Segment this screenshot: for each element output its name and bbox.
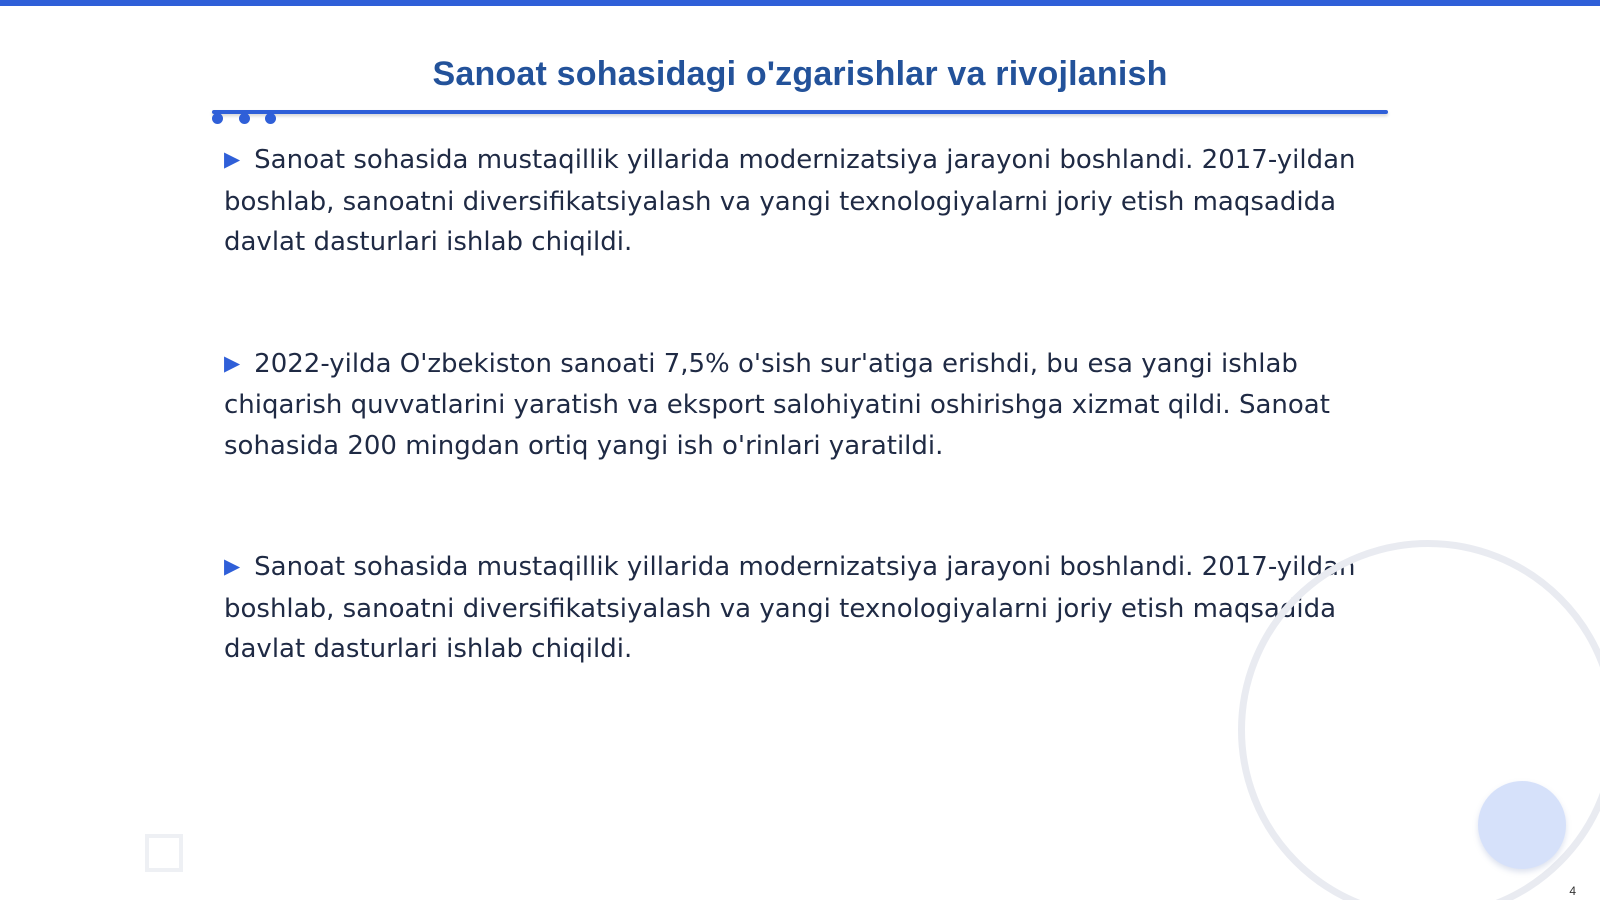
bullet-list <box>224 140 1374 751</box>
decor-dot <box>212 113 223 124</box>
bullet-paragraph-3 <box>224 547 1374 670</box>
slide-title: Sanoat sohasidagi o'zgarishlar va rivojlanish <box>432 55 1168 93</box>
bullet-text: 2022-yilda O'zbekiston sanoati 7,5% o'sish sur'atiga erishdi, bu esa yangi ishlab chiqarish quvvatlarini yaratish va eksport salohiyatini oshirishga xizmat qildi. Sanoat sohasida 200 mingdan ortiq yangi ish o'rinlari yaratildi. <box>224 348 1330 461</box>
triangle-bullet-icon: ▶ <box>224 147 241 171</box>
bullet-paragraph-2 <box>224 344 1374 467</box>
top-accent-bar <box>0 0 1600 6</box>
bullet-text: Sanoat sohasida mustaqillik yillarida modernizatsiya jarayoni boshlandi. 2017-yildan boshlab, sanoatni diversifikatsiyalash va yangi texnologiyalarni joriy etish maqsadida davlat dasturlari ishlab chiqildi. <box>224 145 1356 257</box>
decorative-square <box>145 834 183 872</box>
triangle-bullet-icon: ▶ <box>224 350 241 375</box>
page-number: 4 <box>1569 884 1576 898</box>
bullet-paragraph-1 <box>224 140 1374 263</box>
bullet-text: Sanoat sohasida mustaqillik yillarida modernizatsiya jarayoni boshlandi. 2017-yildan boshlab, sanoatni diversifikatsiyalash va yangi texnologiyalarni joriy etish maqsadida davlat dasturlari ishlab chiqildi. <box>224 552 1356 664</box>
triangle-bullet-icon: ▶ <box>224 554 241 578</box>
decorative-circle <box>1478 781 1566 869</box>
decor-dot <box>239 113 250 124</box>
decor-dot <box>265 113 276 124</box>
title-underline <box>212 110 1388 114</box>
